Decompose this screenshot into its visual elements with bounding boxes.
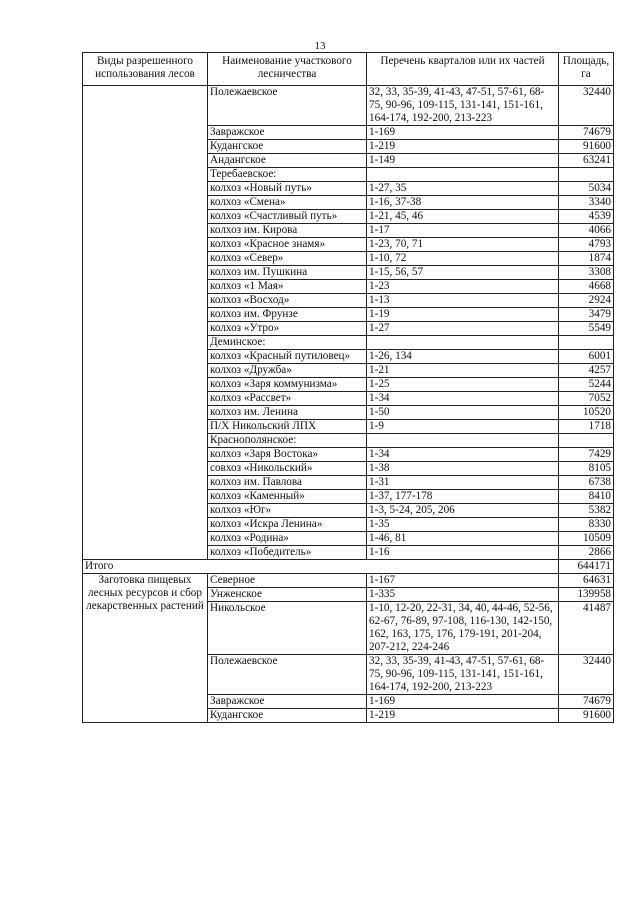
forestry-name: колхоз «Рассвет» xyxy=(208,392,367,406)
page-number: 13 xyxy=(314,40,326,52)
forestry-name: Унженское xyxy=(208,588,367,602)
area-value: 3479 xyxy=(559,308,614,322)
table-header-row xyxy=(83,53,614,86)
area-value xyxy=(559,168,614,182)
quarters-list: 1-15, 56, 57 xyxy=(367,266,559,280)
area-value: 4793 xyxy=(559,238,614,252)
quarters-list: 1-37, 177-178 xyxy=(367,490,559,504)
header-quarters: Перечень кварталов или их частей xyxy=(367,53,559,86)
forestry-name: колхоз «Красное знамя» xyxy=(208,238,367,252)
area-value: 8410 xyxy=(559,490,614,504)
area-value: 4257 xyxy=(559,364,614,378)
area-value: 2866 xyxy=(559,546,614,560)
quarters-list: 1-169 xyxy=(367,126,559,140)
forestry-name: колхоз «Заря Востока» xyxy=(208,448,367,462)
section-1-body xyxy=(83,86,614,560)
forestry-name: колхоз «Родина» xyxy=(208,532,367,546)
forestry-name: Деминское: xyxy=(208,336,367,350)
area-value: 5382 xyxy=(559,504,614,518)
forestry-name: колхоз «Утро» xyxy=(208,322,367,336)
quarters-list: 1-219 xyxy=(367,709,559,723)
quarters-list: 1-27 xyxy=(367,322,559,336)
forestry-name: Полежаевское xyxy=(208,86,367,126)
table-row xyxy=(83,86,614,126)
forestry-name: колхоз им. Кирова xyxy=(208,224,367,238)
forestry-name: совхоз «Никольский» xyxy=(208,462,367,476)
forestry-name: колхоз им. Фрунзе xyxy=(208,308,367,322)
area-value: 32440 xyxy=(559,86,614,126)
forestry-name: колхоз «Красный путиловец» xyxy=(208,350,367,364)
area-value xyxy=(559,336,614,350)
forestry-name: колхоз «Новый путь» xyxy=(208,182,367,196)
forestry-name: колхоз им. Ленина xyxy=(208,406,367,420)
quarters-list: 1-10, 72 xyxy=(367,252,559,266)
area-value: 8105 xyxy=(559,462,614,476)
quarters-list: 1-31 xyxy=(367,476,559,490)
quarters-list: 1-25 xyxy=(367,378,559,392)
area-value: 1718 xyxy=(559,420,614,434)
total-label: Итого xyxy=(83,560,559,574)
area-value: 91600 xyxy=(559,709,614,723)
quarters-list: 1-34 xyxy=(367,448,559,462)
forestry-name: колхоз им. Пушкина xyxy=(208,266,367,280)
area-value: 7429 xyxy=(559,448,614,462)
quarters-list xyxy=(367,434,559,448)
area-value: 7052 xyxy=(559,392,614,406)
quarters-list: 1-50 xyxy=(367,406,559,420)
area-value: 32440 xyxy=(559,655,614,695)
forestry-name: Андангское xyxy=(208,154,367,168)
area-value: 74679 xyxy=(559,126,614,140)
quarters-list: 32, 33, 35-39, 41-43, 47-51, 57-61, 68-75, 90-96, 109-115, 131-141, 151-161, 164-174, 192-200, 213-223 xyxy=(367,655,559,695)
quarters-list: 1-3, 5-24, 205, 206 xyxy=(367,504,559,518)
area-value: 3340 xyxy=(559,196,614,210)
forestry-name: колхоз «Юг» xyxy=(208,504,367,518)
header-forestry: Наименование участкового лесничества xyxy=(208,53,367,86)
area-value: 64631 xyxy=(559,574,614,588)
area-value: 6738 xyxy=(559,476,614,490)
total-body xyxy=(83,560,614,574)
forestry-name: колхоз «Счастливый путь» xyxy=(208,210,367,224)
quarters-list: 1-167 xyxy=(367,574,559,588)
forestry-name: колхоз «Искра Ленина» xyxy=(208,518,367,532)
quarters-list xyxy=(367,336,559,350)
area-value: 139958 xyxy=(559,588,614,602)
quarters-list: 1-335 xyxy=(367,588,559,602)
forestry-name: колхоз «Заря коммунизма» xyxy=(208,378,367,392)
forestry-name: Северное xyxy=(208,574,367,588)
forestry-name: Никольское xyxy=(208,602,367,655)
area-value: 63241 xyxy=(559,154,614,168)
area-value: 1874 xyxy=(559,252,614,266)
section-2-body xyxy=(83,574,614,723)
area-value: 2924 xyxy=(559,294,614,308)
area-value: 10520 xyxy=(559,406,614,420)
quarters-list: 1-21, 45, 46 xyxy=(367,210,559,224)
quarters-list: 1-17 xyxy=(367,224,559,238)
quarters-list xyxy=(367,168,559,182)
forestry-name: колхоз «Дружба» xyxy=(208,364,367,378)
forestry-name: колхоз «Победитель» xyxy=(208,546,367,560)
area-value: 4066 xyxy=(559,224,614,238)
quarters-list: 1-27, 35 xyxy=(367,182,559,196)
area-value: 4539 xyxy=(559,210,614,224)
area-value: 5034 xyxy=(559,182,614,196)
quarters-list: 1-21 xyxy=(367,364,559,378)
quarters-list: 1-34 xyxy=(367,392,559,406)
forestry-name: колхоз «Восход» xyxy=(208,294,367,308)
quarters-list: 1-10, 12-20, 22-31, 34, 40, 44-46, 52-56, 62-67, 76-89, 97-108, 116-130, 142-150, 162, 163, 175, 176, 179-191, 201-204, 207-212, 224-246 xyxy=(367,602,559,655)
forestry-name: колхоз «1 Мая» xyxy=(208,280,367,294)
forestry-name: Завражское xyxy=(208,695,367,709)
area-value: 3308 xyxy=(559,266,614,280)
forestry-name: Краснополянское: xyxy=(208,434,367,448)
total-area: 644171 xyxy=(559,560,614,574)
quarters-list: 1-9 xyxy=(367,420,559,434)
quarters-list: 1-16 xyxy=(367,546,559,560)
quarters-list: 1-26, 134 xyxy=(367,350,559,364)
quarters-list: 1-219 xyxy=(367,140,559,154)
forestry-name: колхоз им. Павлова xyxy=(208,476,367,490)
area-value: 5549 xyxy=(559,322,614,336)
quarters-list: 1-46, 81 xyxy=(367,532,559,546)
forestry-name: Кудангское xyxy=(208,709,367,723)
quarters-list: 1-149 xyxy=(367,154,559,168)
quarters-list: 1-23 xyxy=(367,280,559,294)
forestry-name: колхоз «Каменный» xyxy=(208,490,367,504)
total-row xyxy=(83,560,614,574)
area-value: 10509 xyxy=(559,532,614,546)
quarters-list: 1-19 xyxy=(367,308,559,322)
quarters-list: 1-16, 37-38 xyxy=(367,196,559,210)
forestry-name: Теребаевское: xyxy=(208,168,367,182)
quarters-list: 1-169 xyxy=(367,695,559,709)
forestry-name: колхоз «Смена» xyxy=(208,196,367,210)
forestry-name: Кудангское xyxy=(208,140,367,154)
forestry-name: колхоз «Север» xyxy=(208,252,367,266)
quarters-list: 1-35 xyxy=(367,518,559,532)
usage-cell-empty xyxy=(83,86,208,560)
table-row xyxy=(83,574,614,588)
forestry-name: П/Х Никольский ЛПХ xyxy=(208,420,367,434)
header-usage: Виды разрешенного использования лесов xyxy=(83,53,208,86)
forestry-name: Полежаевское xyxy=(208,655,367,695)
area-value: 6001 xyxy=(559,350,614,364)
area-value: 8330 xyxy=(559,518,614,532)
area-value: 4668 xyxy=(559,280,614,294)
header-area: Площадь, га xyxy=(559,53,614,86)
area-value: 41487 xyxy=(559,602,614,655)
forestry-name: Завражское xyxy=(208,126,367,140)
area-value: 5244 xyxy=(559,378,614,392)
area-value: 74679 xyxy=(559,695,614,709)
quarters-list: 1-38 xyxy=(367,462,559,476)
forest-usage-table xyxy=(82,52,614,723)
usage-type: Заготовка пищевых лесных ресурсов и сбор лекарственных растений xyxy=(83,574,208,723)
quarters-list: 32, 33, 35-39, 41-43, 47-51, 57-61, 68-75, 90-96, 109-115, 131-141, 151-161, 164-174, 192-200, 213-223 xyxy=(367,86,559,126)
quarters-list: 1-13 xyxy=(367,294,559,308)
area-value xyxy=(559,434,614,448)
area-value: 91600 xyxy=(559,140,614,154)
quarters-list: 1-23, 70, 71 xyxy=(367,238,559,252)
